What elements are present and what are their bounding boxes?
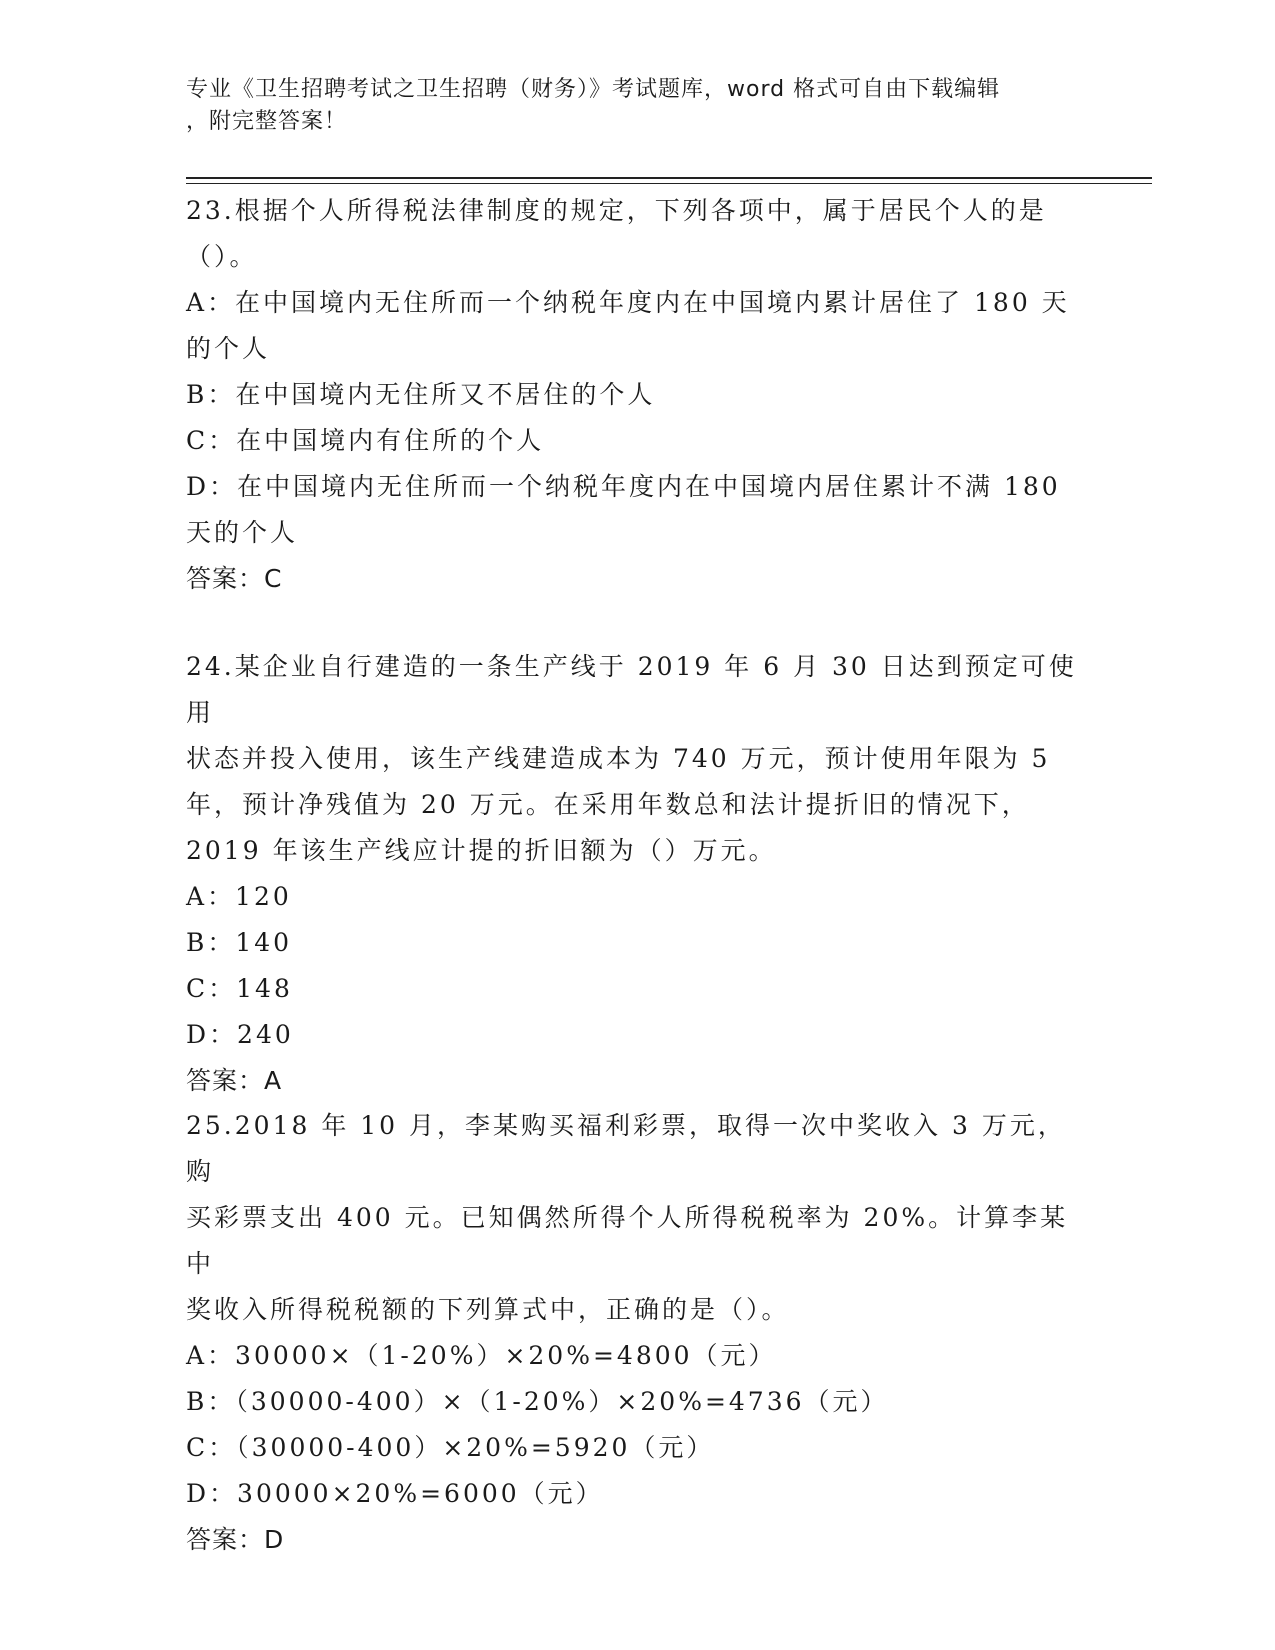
question-stem: 买彩票支出 400 元。已知偶然所得个人所得税税率为 20%。计算李某中 [186, 1203, 1069, 1278]
question-stem: 奖收入所得税税额的下列算式中，正确的是（）。 [186, 1295, 790, 1324]
answer-option-b: B：140 [186, 928, 293, 957]
answer-option-c: C：148 [186, 974, 293, 1003]
answer-option-b: B：在中国境内无住所又不居住的个人 [186, 380, 656, 409]
question-stem: （）。 [186, 242, 258, 271]
question-stem: 年，预计净残值为 20 万元。在采用年数总和法计提折旧的情况下， [186, 790, 1030, 819]
header-line: 专业《卫生招聘考试之卫生招聘（财务）》考试题库，word 格式可自由下载编辑 [186, 77, 1001, 102]
correct-answer: 答案：D [186, 1525, 285, 1554]
answer-option-d: D：在中国境内无住所而一个纳税年度内在中国境内居住累计不满 180 [186, 472, 1061, 501]
correct-answer: 答案：C [186, 564, 283, 593]
document-header [186, 74, 1086, 138]
question-23 [186, 188, 1086, 602]
answer-option-a: A：30000×（1-20%）×20%=4800（元） [186, 1341, 777, 1370]
header-divider-thin [186, 183, 1152, 184]
answer-option-a-cont: 的个人 [186, 334, 271, 363]
header-divider [186, 177, 1152, 179]
answer-option-a: A：在中国境内无住所而一个纳税年度内在中国境内累计居住了 180 天 [186, 288, 1070, 317]
answer-option-c: C：（30000-400）×20%=5920（元） [186, 1433, 715, 1462]
question-stem: 24.某企业自行建造的一条生产线于 2019 年 6 月 30 日达到预定可使用 [186, 652, 1077, 727]
answer-option-d-cont: 天的个人 [186, 518, 299, 547]
answer-option-d: D：240 [186, 1020, 294, 1049]
question-stem: 23.根据个人所得税法律制度的规定，下列各项中，属于居民个人的是 [186, 196, 1047, 225]
answer-option-c: C：在中国境内有住所的个人 [186, 426, 545, 455]
header-line: ，附完整答案！ [186, 109, 348, 134]
question-stem: 状态并投入使用，该生产线建造成本为 740 万元，预计使用年限为 5 [186, 744, 1051, 773]
question-24 [186, 644, 1086, 1104]
question-stem: 25.2018 年 10 月，李某购买福利彩票，取得一次中奖收入 3 万元，购 [186, 1111, 1066, 1186]
question-25 [186, 1103, 1086, 1563]
answer-option-b: B：（30000-400）×（1-20%）×20%=4736（元） [186, 1387, 889, 1416]
answer-option-a: A：120 [186, 882, 292, 911]
correct-answer: 答案：A [186, 1066, 283, 1095]
question-stem: 2019 年该生产线应计提的折旧额为（）万元。 [186, 836, 777, 865]
answer-option-d: D：30000×20%=6000（元） [186, 1479, 604, 1508]
